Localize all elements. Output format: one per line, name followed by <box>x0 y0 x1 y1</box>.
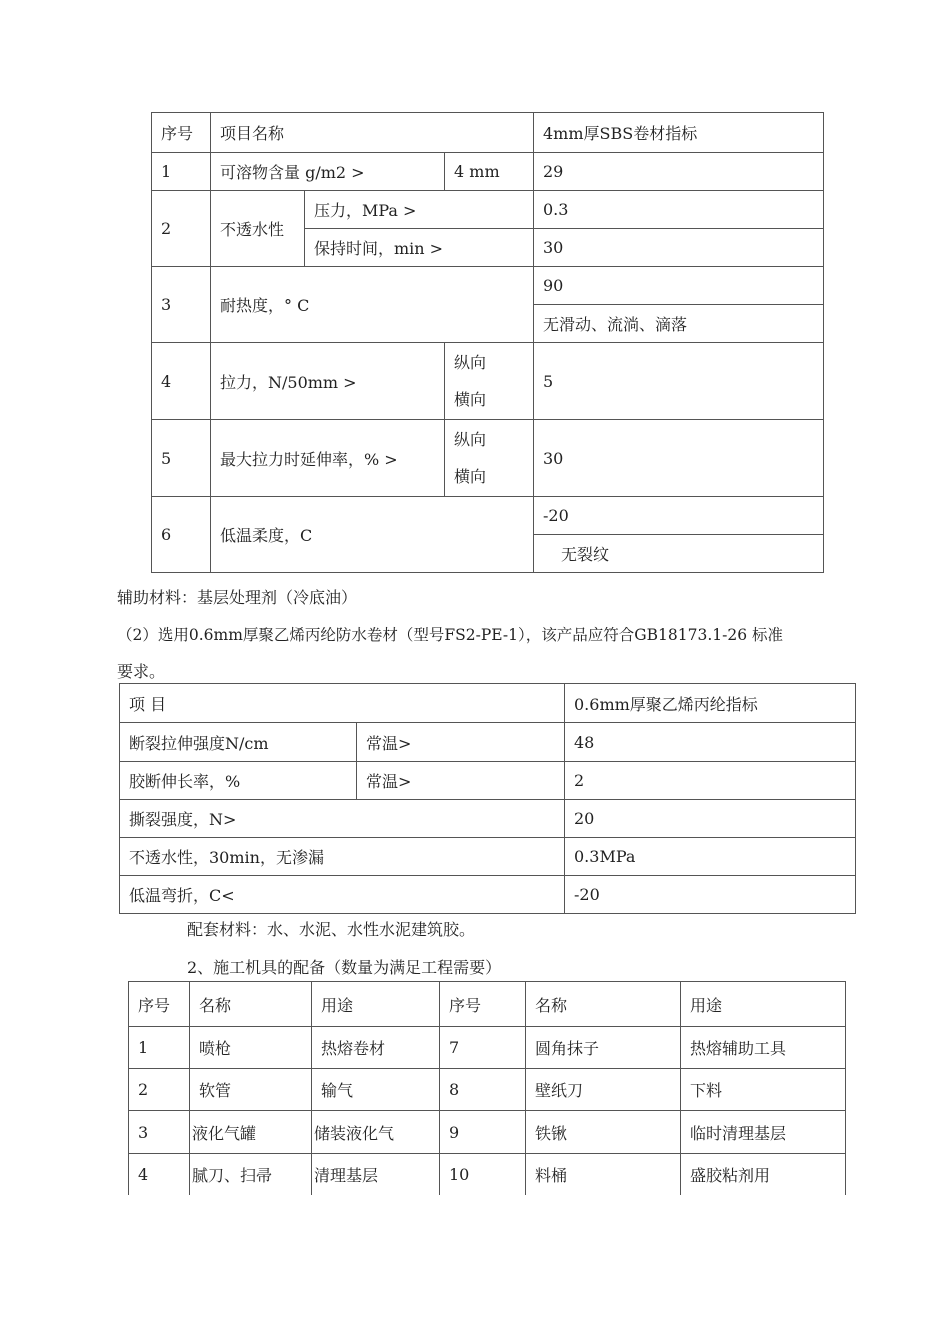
row-no: 1 <box>152 153 211 191</box>
row-item: 低温柔度，C <box>211 497 534 573</box>
row-sub: 保持时间，min > <box>305 229 534 267</box>
paragraph-line-1: （2）选用0.6mm厚聚乙烯丙纶防水卷材（型号FS2-PE-1），该产品应符合GB18173.1-26 标准 <box>117 626 784 644</box>
row-sub: 4 mm <box>445 153 534 191</box>
table-row <box>152 153 824 191</box>
header-spec: 0.6mm厚聚乙烯丙纶指标 <box>565 684 856 723</box>
row-value: -20 <box>565 876 856 914</box>
row-no: 3 <box>152 267 211 343</box>
matching-material-text: 配套材料：水、水泥、水性水泥建筑胶。 <box>187 920 476 939</box>
row-item: 最大拉力时延伸率，% > <box>211 420 445 497</box>
table-row <box>152 267 824 305</box>
table-row <box>120 838 856 876</box>
row-item: 耐热度，° C <box>211 267 534 343</box>
header-name: 名称 <box>190 982 312 1027</box>
table-row <box>120 800 856 838</box>
row-name: 铁锹 <box>526 1111 681 1154</box>
header-no: 序号 <box>129 982 190 1027</box>
row-value: 30 <box>534 420 824 497</box>
direction-transverse: 横向 <box>454 390 487 409</box>
row-name: 腻刀、扫帚 <box>190 1154 312 1195</box>
header-usage: 用途 <box>312 982 440 1027</box>
header-name: 名称 <box>526 982 681 1027</box>
table-row <box>120 762 856 800</box>
row-sub: 压力，MPa > <box>305 191 534 229</box>
table-row <box>120 723 856 762</box>
row-value: 无滑动、流淌、滴落 <box>534 305 824 343</box>
direction-longitudinal: 纵向 <box>454 353 487 372</box>
row-item: 撕裂强度，N> <box>120 800 565 838</box>
row-value: 20 <box>565 800 856 838</box>
row-usage: 热熔辅助工具 <box>681 1027 846 1069</box>
direction-transverse: 横向 <box>454 467 487 486</box>
row-direction <box>445 343 534 420</box>
table-row <box>129 1154 846 1195</box>
row-name: 液化气罐 <box>190 1111 312 1154</box>
row-value: 5 <box>534 343 824 420</box>
table-row <box>152 420 824 497</box>
row-usage: 临时清理基层 <box>681 1111 846 1154</box>
table-header-row <box>120 684 856 723</box>
row-name: 软管 <box>190 1069 312 1111</box>
row-value: 2 <box>565 762 856 800</box>
table-row <box>152 497 824 535</box>
table-row <box>120 876 856 914</box>
header-no: 序号 <box>152 113 211 153</box>
row-no: 2 <box>152 191 211 267</box>
row-no: 4 <box>129 1154 190 1195</box>
row-usage: 热熔卷材 <box>312 1027 440 1069</box>
row-value: 无裂纹 <box>534 535 824 573</box>
row-no: 6 <box>152 497 211 573</box>
row-no: 5 <box>152 420 211 497</box>
row-condition: 常温> <box>357 762 565 800</box>
header-item: 项 目 <box>120 684 565 723</box>
row-value: 29 <box>534 153 824 191</box>
table-row <box>129 1069 846 1111</box>
row-usage: 下料 <box>681 1069 846 1111</box>
row-item: 低温弯折，C< <box>120 876 565 914</box>
row-no: 1 <box>129 1027 190 1069</box>
header-usage: 用途 <box>681 982 846 1027</box>
row-item: 可溶物含量 g/m2 > <box>211 153 445 191</box>
table-row <box>129 1111 846 1154</box>
row-name: 料桶 <box>526 1154 681 1195</box>
table-row <box>152 191 824 229</box>
row-value: 48 <box>565 723 856 762</box>
row-name: 壁纸刀 <box>526 1069 681 1111</box>
row-item: 不透水性，30min，无渗漏 <box>120 838 565 876</box>
row-value: 0.3 <box>534 191 824 229</box>
row-value: 90 <box>534 267 824 305</box>
row-no: 7 <box>440 1027 526 1069</box>
row-no: 8 <box>440 1069 526 1111</box>
pe-spec-table <box>119 683 856 914</box>
row-usage: 清理基层 <box>312 1154 440 1195</box>
row-item: 不透水性 <box>211 191 305 267</box>
row-name: 圆角抹子 <box>526 1027 681 1069</box>
row-no: 4 <box>152 343 211 420</box>
section-heading: 2、施工机具的配备（数量为满足工程需要） <box>187 958 502 977</box>
row-item: 拉力，N/50mm > <box>211 343 445 420</box>
row-usage: 输气 <box>312 1069 440 1111</box>
row-no: 3 <box>129 1111 190 1154</box>
table-row <box>152 343 824 420</box>
table-header-row <box>129 982 846 1027</box>
direction-longitudinal: 纵向 <box>454 430 487 449</box>
row-no: 2 <box>129 1069 190 1111</box>
header-no: 序号 <box>440 982 526 1027</box>
row-condition: 常温> <box>357 723 565 762</box>
table-row <box>129 1027 846 1069</box>
row-no: 9 <box>440 1111 526 1154</box>
sbs-spec-table <box>151 112 824 573</box>
paragraph-line-2: 要求。 <box>117 662 166 681</box>
header-item: 项目名称 <box>211 113 534 153</box>
row-direction <box>445 420 534 497</box>
row-item: 断裂拉伸强度N/cm <box>120 723 357 762</box>
row-name: 喷枪 <box>190 1027 312 1069</box>
row-usage: 储装液化气 <box>312 1111 440 1154</box>
row-value: 30 <box>534 229 824 267</box>
table-header-row <box>152 113 824 153</box>
row-usage: 盛胶粘剂用 <box>681 1154 846 1195</box>
row-item: 胶断伸长率，% <box>120 762 357 800</box>
row-value: -20 <box>534 497 824 535</box>
header-spec: 4mm厚SBS卷材指标 <box>534 113 824 153</box>
row-no: 10 <box>440 1154 526 1195</box>
tools-table <box>128 981 846 1195</box>
row-value: 0.3MPa <box>565 838 856 876</box>
aux-material-text: 辅助材料：基层处理剂（冷底油） <box>117 588 358 607</box>
